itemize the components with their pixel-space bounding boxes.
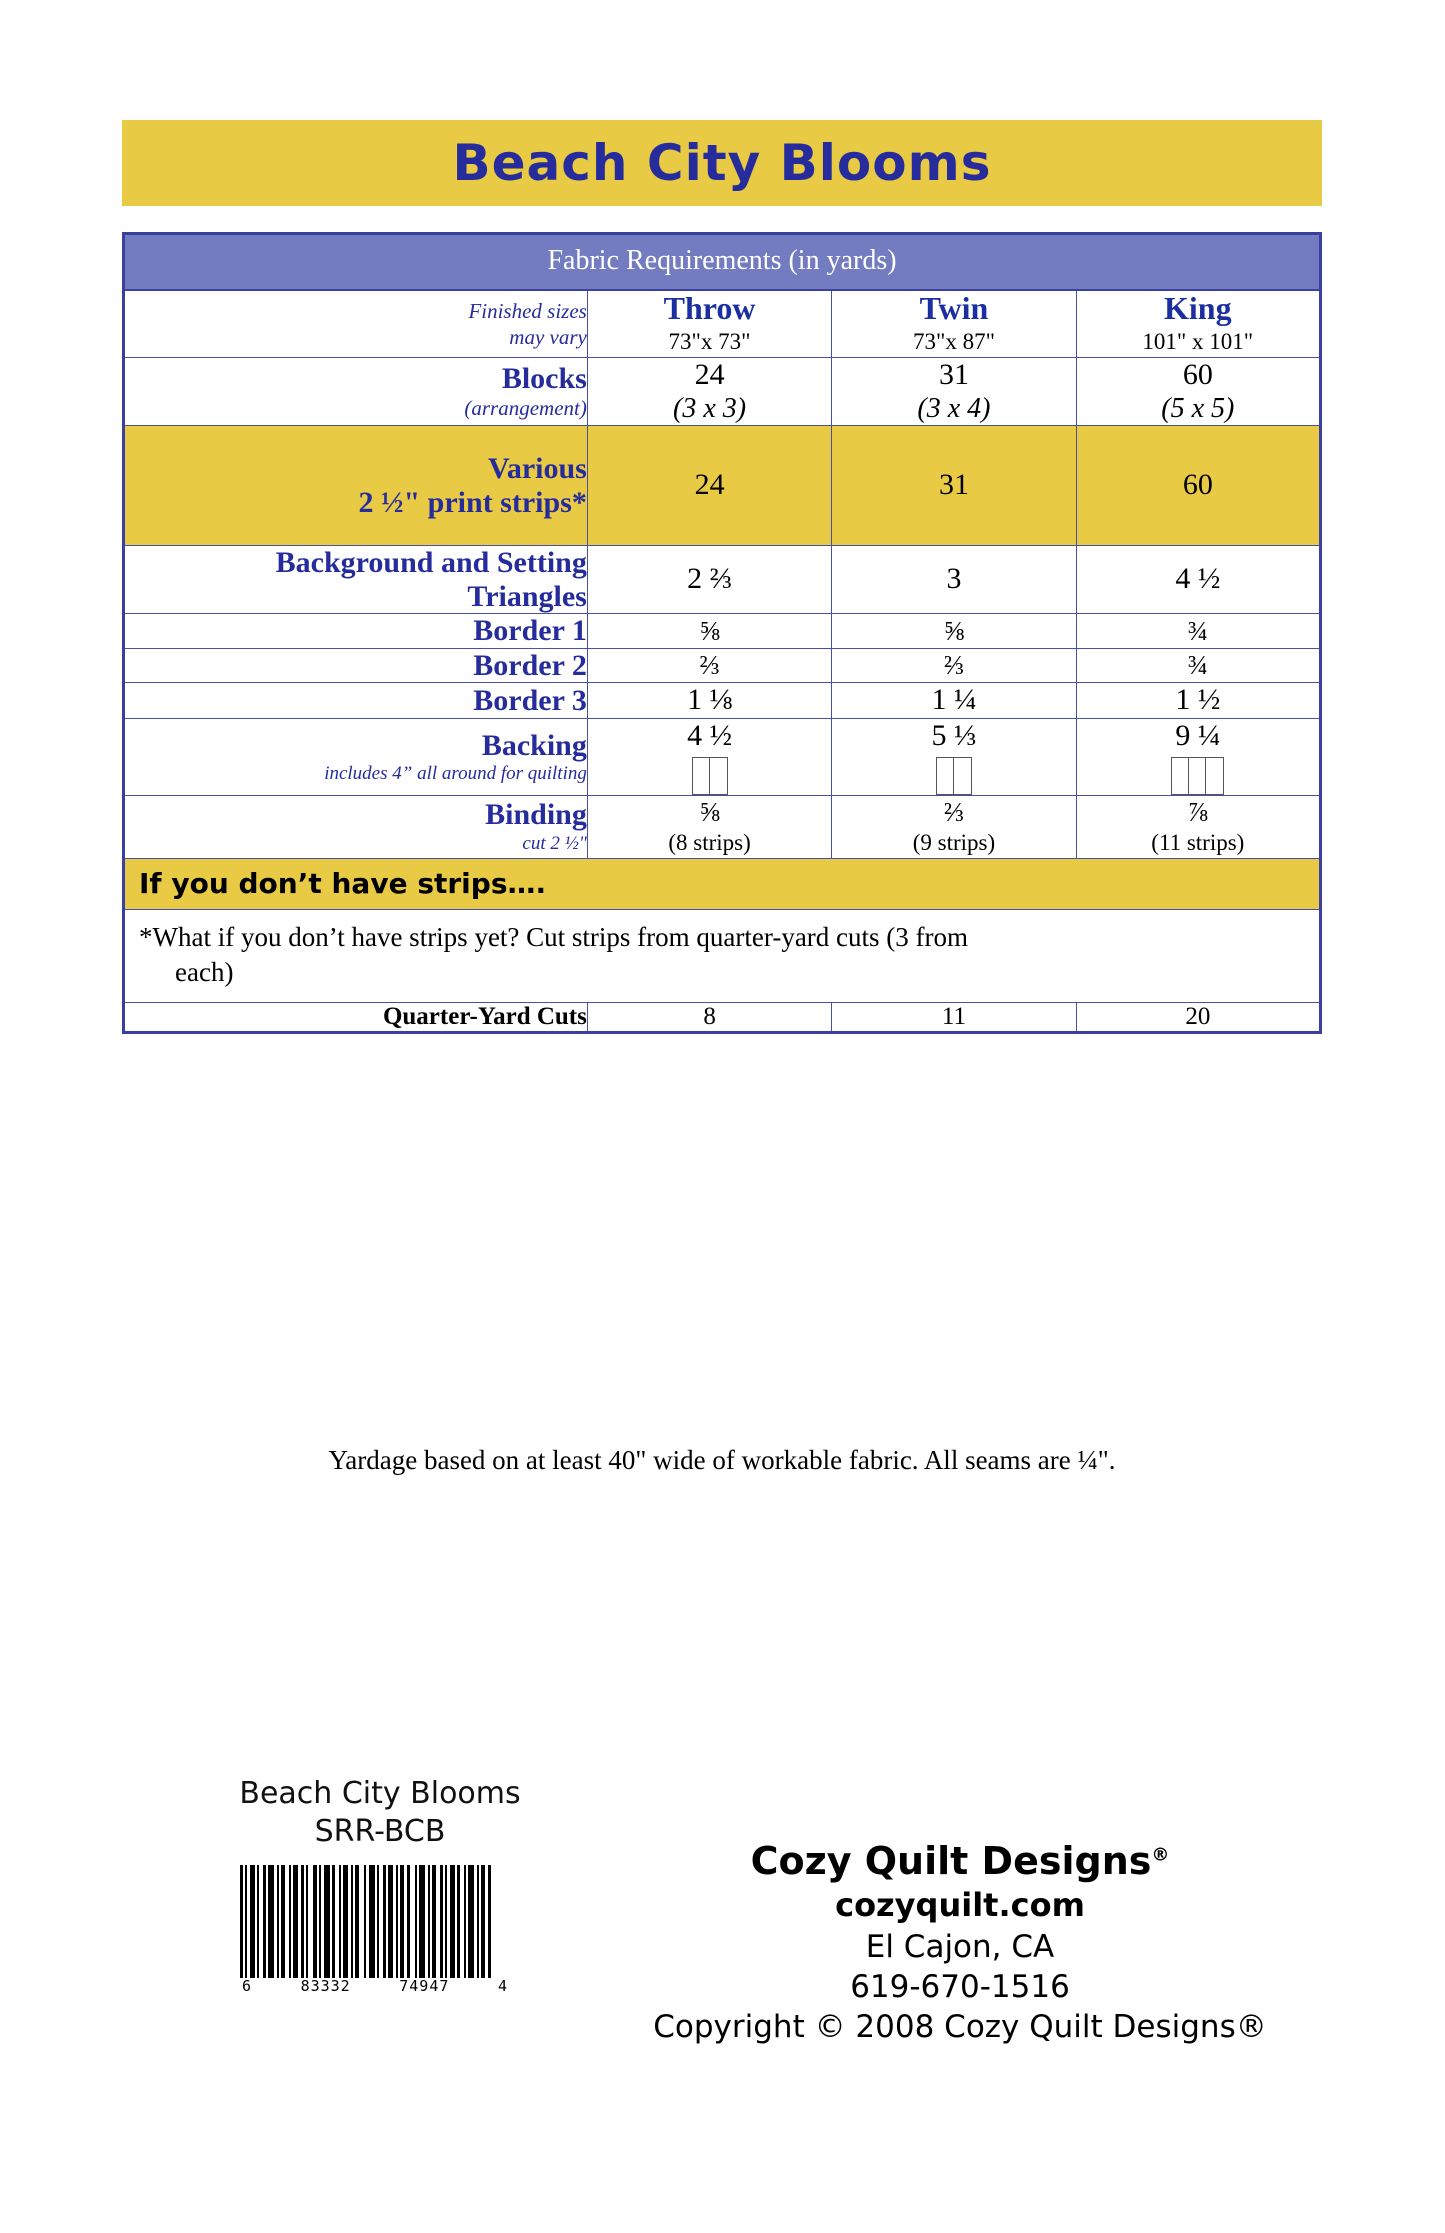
background-line1: Background and Setting [275, 546, 587, 580]
backing-twin-value: 5 ⅓ [931, 718, 977, 752]
company-info [560, 1840, 1360, 2048]
row-label-blocks-sub: (arrangement) [464, 396, 587, 421]
barcode-group-2: 74947 [399, 1977, 450, 1995]
table-row-quarter-yard [124, 1002, 1321, 1032]
finished-sizes-line2: may vary [509, 325, 587, 350]
table-header-label: Fabric Requirements (in yards) [124, 234, 1321, 291]
border-1-twin-value: ⅝ [943, 615, 965, 646]
table-row-border-3 [124, 683, 1321, 719]
binding-throw-value: ⅝ [699, 797, 720, 828]
backing-throw-diagram [588, 757, 831, 795]
column-throw-name: Throw [663, 290, 756, 326]
border-1-king-value: ¾ [1187, 615, 1208, 646]
backing-king [1076, 718, 1320, 796]
table-row-binding [124, 796, 1321, 858]
registered-mark: ® [1151, 1844, 1170, 1866]
page-title: Beach City Blooms [452, 134, 992, 192]
column-king-dims: 101" x 101" [1142, 329, 1254, 355]
row-label-background [124, 546, 588, 614]
table-row-blocks [124, 358, 1321, 426]
table-row-sizes [124, 290, 1321, 358]
column-king [1076, 290, 1320, 358]
print-strips-throw [587, 425, 831, 545]
barcode-left-digit: 6 [242, 1977, 253, 1995]
backing-throw [587, 718, 831, 796]
background-twin-value: 3 [946, 562, 962, 596]
barcode [240, 1865, 510, 2000]
company-name: Cozy Quilt Designs [750, 1839, 1152, 1883]
title-banner [122, 120, 1322, 206]
border-3-king-value: 1 ½ [1175, 683, 1221, 717]
border-2-throw [587, 648, 831, 683]
print-strips-twin-value: 31 [938, 468, 969, 502]
quarter-yard-label: Quarter-Yard Cuts [124, 1002, 588, 1032]
background-twin [832, 546, 1076, 614]
row-label-border-3 [124, 683, 588, 719]
blocks-throw-arrangement: (3 x 3) [673, 392, 747, 424]
company-city: El Cajon, CA [865, 1928, 1055, 1965]
border-2-king [1076, 648, 1320, 683]
row-label-backing [124, 718, 588, 796]
yardage-footnote: Yardage based on at least 40" wide of workable fabric. All seams are ¼". [328, 1445, 1116, 1475]
quarter-yard-king: 20 [1076, 1002, 1320, 1032]
print-strips-king-value: 60 [1182, 468, 1213, 502]
background-throw-value: 2 ⅔ [687, 562, 733, 596]
backing-twin [832, 718, 1076, 796]
column-twin-name: Twin [919, 290, 989, 326]
binding-twin [832, 796, 1076, 858]
border-1-label: Border 1 [473, 614, 587, 648]
print-strips-line2: 2 ½" print strips* [358, 485, 587, 519]
border-3-throw-value: 1 ⅛ [687, 683, 733, 717]
binding-sublabel: cut 2 ½" [522, 832, 587, 854]
border-3-king [1076, 683, 1320, 719]
binding-label: Binding [485, 798, 587, 832]
product-name: Beach City Blooms [239, 1776, 521, 1811]
border-1-king [1076, 614, 1320, 649]
strips-note-line1: *What if you don’t have strips yet? Cut strips from quarter-yard cuts (3 from [139, 921, 969, 952]
barcode-digits [240, 1977, 510, 1995]
border-2-king-value: ¾ [1187, 650, 1208, 681]
product-sku: SRR-BCB [314, 1813, 446, 1849]
row-label-print-strips [124, 425, 588, 545]
backing-king-diagram [1077, 757, 1319, 795]
border-3-twin-value: 1 ¼ [931, 683, 977, 717]
company-name-line [560, 1840, 1360, 1884]
border-3-label: Border 3 [473, 683, 587, 717]
border-2-label: Border 2 [473, 648, 587, 682]
background-king [1076, 546, 1320, 614]
finished-sizes-line1: Finished sizes [468, 298, 587, 323]
print-strips-twin [832, 425, 1076, 545]
border-3-throw [587, 683, 831, 719]
row-label-blocks-main: Blocks [501, 361, 587, 395]
blocks-twin-value: 31 [938, 358, 969, 392]
column-twin [832, 290, 1076, 358]
blocks-throw [587, 358, 831, 426]
blocks-twin [832, 358, 1076, 426]
strips-banner-label: If you don’t have strips…. [124, 858, 1321, 909]
background-throw [587, 546, 831, 614]
print-strips-line1: Various [487, 451, 587, 485]
binding-king-value: ⅞ [1187, 797, 1208, 828]
binding-twin-value: ⅔ [943, 797, 965, 828]
column-throw-dims: 73"x 73" [668, 329, 751, 355]
background-king-value: 4 ½ [1175, 562, 1221, 596]
binding-throw [587, 796, 831, 858]
strips-banner-row [124, 858, 1321, 909]
table-row-border-1 [124, 614, 1321, 649]
border-1-twin [832, 614, 1076, 649]
backing-king-value: 9 ¼ [1175, 718, 1221, 752]
binding-throw-strips: (8 strips) [668, 829, 751, 855]
backing-twin-diagram [832, 757, 1075, 795]
backing-throw-value: 4 ½ [687, 718, 733, 752]
row-label-blocks [124, 358, 588, 426]
quarter-yard-throw: 8 [587, 1002, 831, 1032]
quarter-yard-twin: 11 [832, 1002, 1076, 1032]
background-line2: Triangles [467, 579, 587, 613]
column-twin-dims: 73"x 87" [912, 329, 995, 355]
row-label-border-2 [124, 648, 588, 683]
table-row-print-strips [124, 425, 1321, 545]
binding-king-strips: (11 strips) [1151, 829, 1245, 855]
border-2-twin-value: ⅔ [943, 650, 965, 681]
blocks-king-arrangement: (5 x 5) [1161, 392, 1235, 424]
blocks-throw-value: 24 [694, 358, 725, 392]
table-row-backing [124, 718, 1321, 796]
strips-note-row [124, 909, 1321, 1002]
product-info [190, 1775, 570, 1850]
finished-sizes-label [124, 290, 588, 358]
barcode-group-1: 83332 [300, 1977, 351, 1995]
table-row-border-2 [124, 648, 1321, 683]
border-2-throw-value: ⅔ [699, 650, 720, 681]
barcode-bars [240, 1865, 510, 1978]
fabric-requirements-table [122, 232, 1322, 1034]
company-website[interactable]: cozyquilt.com [835, 1885, 1085, 1924]
company-copyright: Copyright © 2008 Cozy Quilt Designs® [653, 2009, 1267, 2046]
border-3-twin [832, 683, 1076, 719]
binding-king [1076, 796, 1320, 858]
column-throw [587, 290, 831, 358]
binding-twin-strips: (9 strips) [912, 829, 996, 855]
border-1-throw-value: ⅝ [699, 615, 720, 646]
border-2-twin [832, 648, 1076, 683]
blocks-twin-arrangement: (3 x 4) [917, 392, 991, 424]
strips-note-line2: each) [175, 956, 234, 987]
table-row-background [124, 546, 1321, 614]
border-1-throw [587, 614, 831, 649]
strips-note [124, 909, 1321, 1002]
print-strips-king [1076, 425, 1320, 545]
backing-label: Backing [481, 728, 587, 762]
blocks-king [1076, 358, 1320, 426]
company-phone: 619-670-1516 [850, 1969, 1070, 2006]
row-label-border-1 [124, 614, 588, 649]
print-strips-throw-value: 24 [694, 468, 725, 502]
row-label-binding [124, 796, 588, 858]
table-header-row [124, 234, 1321, 291]
backing-sublabel: includes 4” all around for quilting [324, 763, 587, 785]
blocks-king-value: 60 [1182, 358, 1213, 392]
barcode-right-digit: 4 [497, 1977, 508, 1995]
column-king-name: King [1164, 290, 1232, 326]
